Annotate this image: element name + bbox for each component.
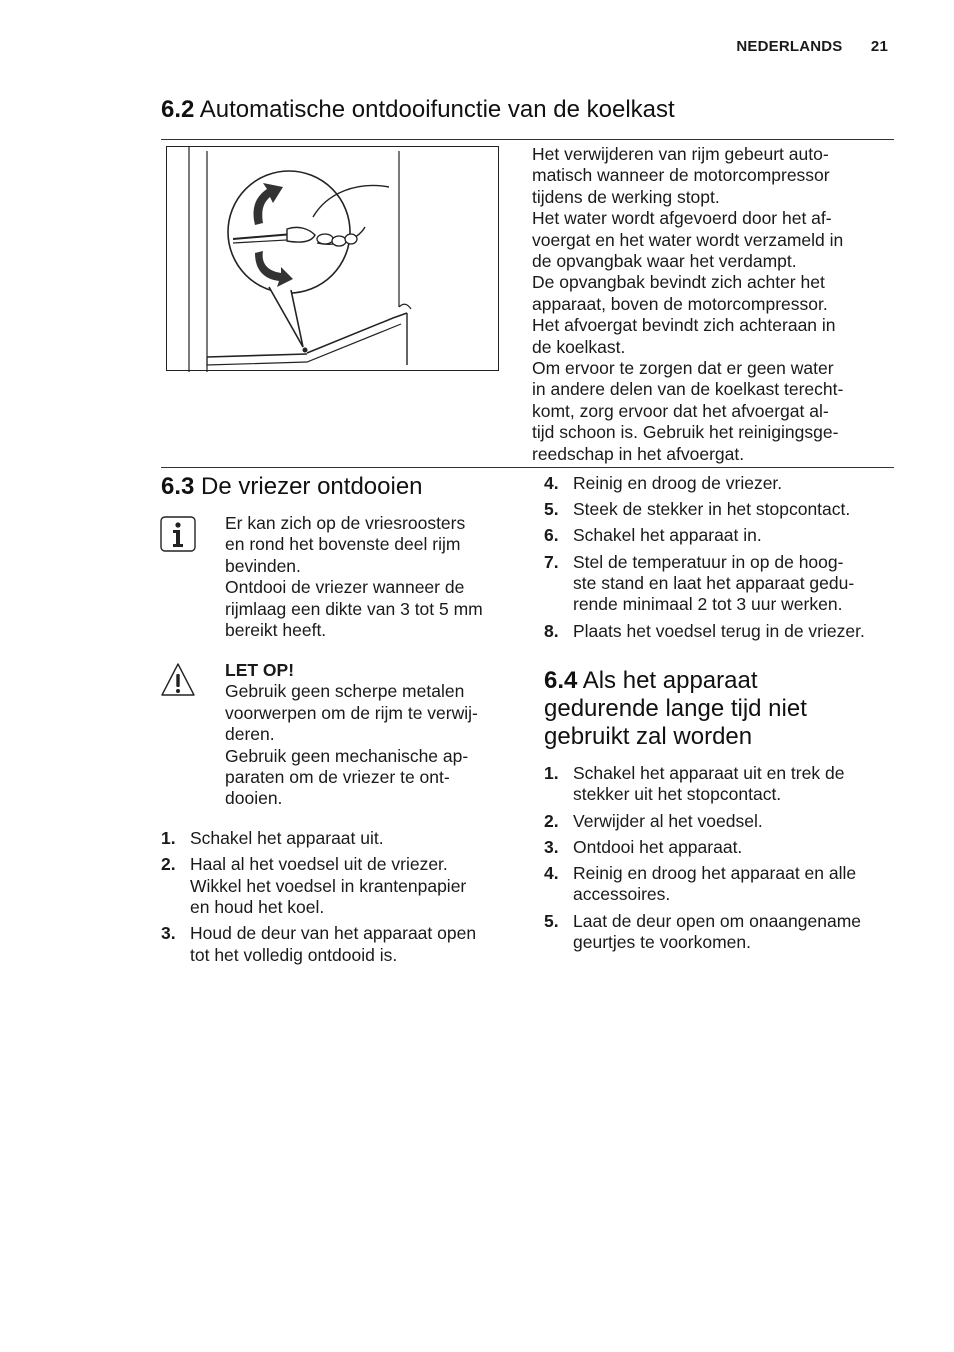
step-line: Schakel het apparaat uit. xyxy=(190,828,384,848)
illustration-drawing xyxy=(167,147,500,372)
step-line: tot het volledig ontdooid is. xyxy=(190,944,398,965)
info-line: Ontdooi de vriezer wanneer de xyxy=(225,577,465,598)
step-line: accessoires. xyxy=(573,884,671,905)
step-line: Laat de deur open om onaangename xyxy=(573,910,862,931)
list-item xyxy=(544,811,904,832)
body-line: Het afvoergat bevindt zich achteraan in xyxy=(532,315,836,336)
warning-line: voorwerpen om de rijm te verwij- xyxy=(225,702,478,723)
warning-line: dooien. xyxy=(225,788,283,809)
section-6-4-title-line-3: gebruikt zal worden xyxy=(544,723,753,750)
storage-steps xyxy=(544,763,904,958)
step-number: 1. xyxy=(161,828,176,848)
step-number: 7. xyxy=(544,551,559,572)
section-6-3-heading xyxy=(161,473,423,501)
step-number: 4. xyxy=(544,863,559,884)
step-line: stekker uit het stopcontact. xyxy=(573,784,782,805)
step-number: 2. xyxy=(161,854,176,875)
body-line: tijdens de werking stopt. xyxy=(532,186,720,207)
section-6-4-title-line-1 xyxy=(544,667,894,695)
step-number: 5. xyxy=(544,499,559,520)
section-6-2-body xyxy=(532,144,894,465)
step-number: 8. xyxy=(544,620,559,641)
warning-line: deren. xyxy=(225,724,275,745)
defrost-steps-left xyxy=(161,828,521,971)
list-item xyxy=(161,923,521,966)
list-item xyxy=(544,552,904,616)
body-line: Het verwijderen van rijm gebeurt auto- xyxy=(532,144,829,164)
info-note xyxy=(225,513,517,641)
body-line: in andere delen van de koelkast terecht- xyxy=(532,379,844,400)
section-6-4-heading xyxy=(544,667,894,751)
info-line: rijmlaag een dikte van 3 tot 5 mm xyxy=(225,598,483,619)
defrost-steps-right xyxy=(544,473,904,647)
info-icon xyxy=(160,516,196,552)
section-6-4-title-line-2: gedurende lange tijd niet xyxy=(544,695,807,722)
step-number: 4. xyxy=(544,473,559,493)
body-line: matisch wanneer de motorcompressor xyxy=(532,165,830,186)
warning-line: paraten om de vriezer te ont- xyxy=(225,767,450,788)
step-line: geurtjes te voorkomen. xyxy=(573,932,752,953)
list-item xyxy=(161,828,521,849)
body-line: apparaat, boven de motorcompressor. xyxy=(532,293,828,314)
list-item xyxy=(544,863,904,906)
step-line: Ontdooi het apparaat. xyxy=(573,836,743,857)
step-number: 1. xyxy=(544,763,559,783)
list-item xyxy=(544,911,904,954)
defrost-drain-cleaning-illustration xyxy=(166,146,499,371)
step-line: Steek de stekker in het stopcontact. xyxy=(573,499,851,520)
step-line: ste stand en laat het apparaat gedu- xyxy=(573,573,855,594)
info-line: en rond het bovenste deel rijm xyxy=(225,534,461,555)
step-number: 2. xyxy=(544,810,559,831)
warning-line: Gebruik geen mechanische ap- xyxy=(225,745,469,766)
step-line: Reinig en droog het apparaat en alle xyxy=(573,863,857,884)
step-line: Verwijder al het voedsel. xyxy=(573,810,763,831)
section-6-4-number: 6.4 xyxy=(544,667,578,694)
body-line: de koelkast. xyxy=(532,336,626,357)
body-line: reedschap in het afvoergat. xyxy=(532,443,745,464)
body-line: komt, zorg ervoor dat het afvoergat al- xyxy=(532,400,829,421)
step-line: Plaats het voedsel terug in de vriezer. xyxy=(573,620,865,641)
step-line: Stel de temperatuur in op de hoog- xyxy=(573,551,844,572)
section-6-2-number: 6.2 xyxy=(161,96,195,123)
warning-line: Gebruik geen scherpe metalen xyxy=(225,681,465,702)
body-line: tijd schoon is. Gebruik het reinigingsge- xyxy=(532,422,839,443)
info-line: bevinden. xyxy=(225,555,301,576)
info-line: bereikt heeft. xyxy=(225,620,327,641)
step-line: Houd de deur van het apparaat open xyxy=(190,923,477,944)
page-number: 21 xyxy=(870,38,888,55)
step-line: Wikkel het voedsel in krantenpapier xyxy=(190,875,467,896)
step-line: Haal al het voedsel uit de vriezer. xyxy=(190,854,448,875)
list-item xyxy=(544,473,904,494)
list-item xyxy=(544,525,904,546)
list-item xyxy=(544,499,904,520)
section-6-2-bottom-rule xyxy=(161,467,894,468)
step-line: en houd het koel. xyxy=(190,897,325,918)
step-number: 3. xyxy=(161,923,176,944)
list-item xyxy=(161,854,521,918)
section-6-2-heading xyxy=(161,96,675,124)
section-6-2-top-rule xyxy=(161,139,894,140)
header-language: NEDERLANDS xyxy=(736,38,843,55)
body-line: De opvangbak bevindt zich achter het xyxy=(532,272,825,293)
warning-note xyxy=(225,660,517,810)
body-line: Om ervoor te zorgen dat er geen water xyxy=(532,358,834,379)
section-6-3-title: De vriezer ontdooien xyxy=(201,473,423,500)
warning-icon xyxy=(160,662,196,698)
step-line: Schakel het apparaat in. xyxy=(573,525,762,546)
warning-title: LET OP! xyxy=(225,660,295,680)
body-line: Het water wordt afgevoerd door het af- xyxy=(532,208,832,229)
section-6-4-title: Als het apparaat xyxy=(582,667,758,694)
step-number: 6. xyxy=(544,525,559,546)
info-line: Er kan zich op de vriesroosters xyxy=(225,513,466,533)
step-number: 5. xyxy=(544,910,559,931)
body-line: de opvangbak waar het verdampt. xyxy=(532,251,797,272)
body-line: voergat en het water wordt verzameld in xyxy=(532,229,844,250)
step-line: rende minimaal 2 tot 3 uur werken. xyxy=(573,594,843,615)
list-item xyxy=(544,837,904,858)
step-line: Reinig en droog de vriezer. xyxy=(573,473,783,493)
list-item xyxy=(544,763,904,806)
step-number: 3. xyxy=(544,836,559,857)
section-6-3-number: 6.3 xyxy=(161,473,195,500)
section-6-2-title: Automatische ontdooifunctie van de koelkast xyxy=(199,96,675,123)
page-header xyxy=(736,38,888,55)
step-line: Schakel het apparaat uit en trek de xyxy=(573,763,845,783)
list-item xyxy=(544,621,904,642)
